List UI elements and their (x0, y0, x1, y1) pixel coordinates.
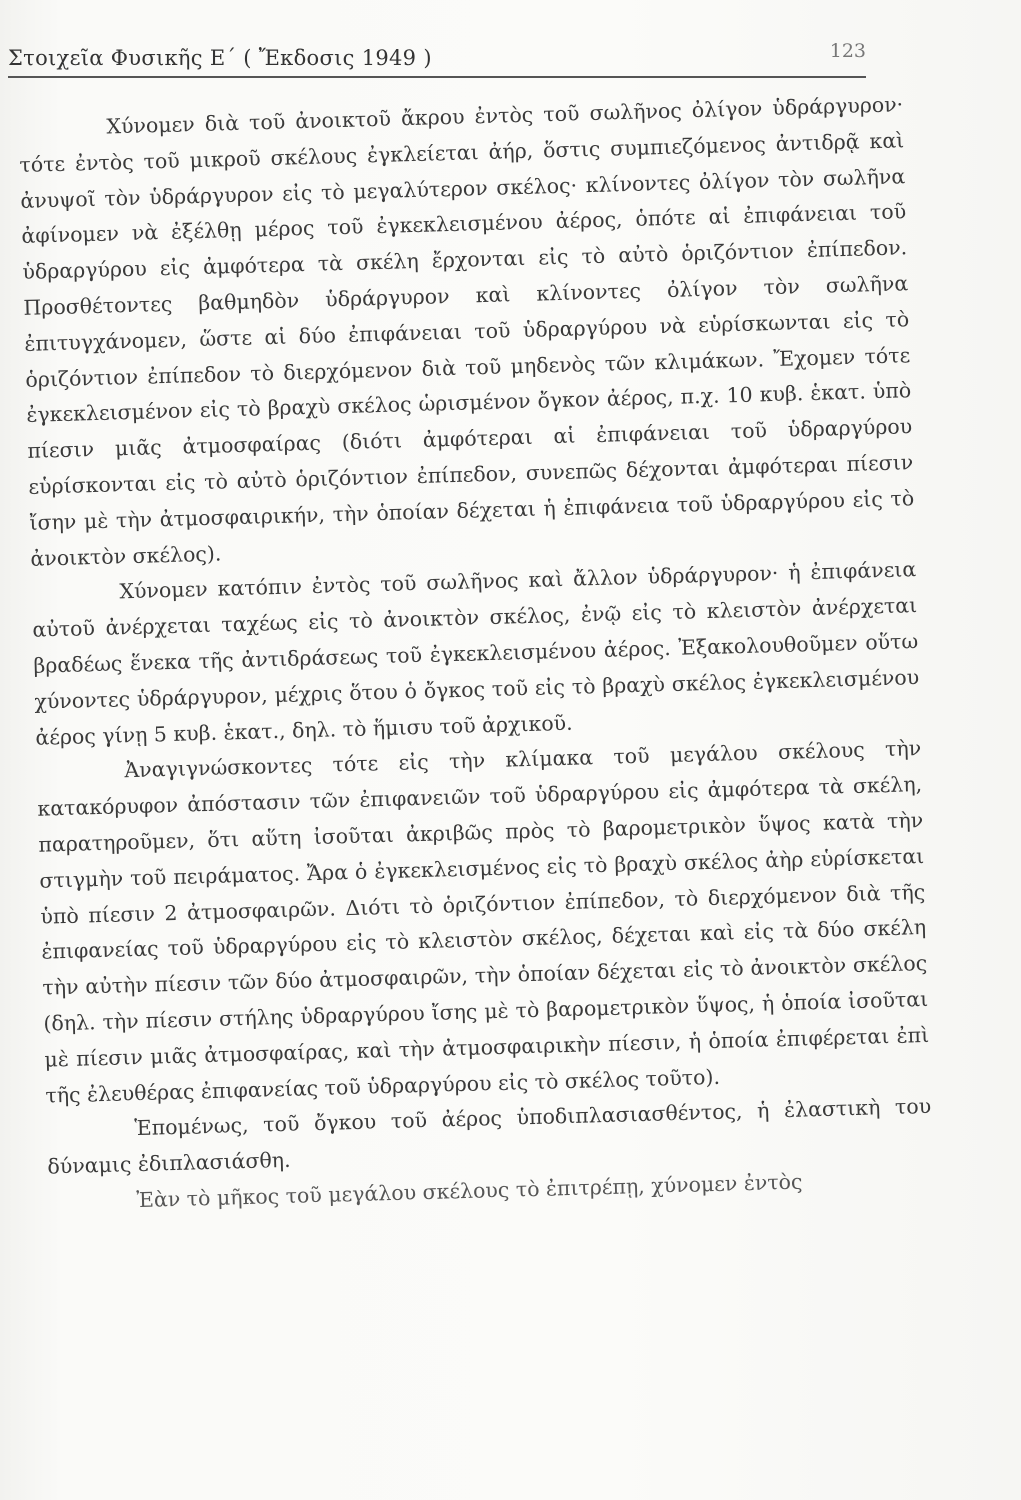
paragraph-2: Χύνομεν κατόπιν ἐντὸς τοῦ σωλῆνος καὶ ἄλλον ὑδράργυρον· ἡ ἐπιφάνεια αὐτοῦ ἀνέρχεται ταχέως εἰς τὸ ἀνοικτὸν σκέλος, ἐνῷ εἰς τὸ κλειστὸν ἀνέρχεται βραδέως ἕνεκα τῆς ἀντιδράσεως τοῦ ἐγκεκλεισμένου ἀέρος. Ἐξακολουθοῦμεν οὕτω χύνοντες ὑδράργυρον, μέχρις ὅτου ὁ ὄγκος τοῦ εἰς τὸ βραχὺ σκέλος ἐγκεκλεισμένου ἀέρος γίνῃ 5 κυβ. ἑκατ., δηλ. τὸ ἥμισυ τοῦ ἀρχικοῦ. (32, 557, 920, 750)
paragraph-1: Χύνομεν διὰ τοῦ ἀνοικτοῦ ἄκρου ἐντὸς τοῦ σωλῆνος ὀλίγον ὑδράργυρον· τότε ἐντὸς τοῦ μικροῦ σκέλους ἐγκλείεται ἀήρ, ὅστις συμπιεζόμενος ἀντιδρᾷ καὶ ἀνυψοῖ τὸν ὑδράργυρον εἰς τὸ μεγαλύτερον σκέλος· κλίνοντες ὀλίγον τὸν σωλῆνα ἀφίνομεν νὰ ἐξέλθῃ μέρος τοῦ ἐγκεκλεισμένου ἀέρος, ὁπότε αἱ ἐπιφάνειαι τοῦ ὑδραργύρου εἰς ἀμφότερα τὰ σκέλη ἔρχονται εἰς τὸ αὐτὸ ὁριζόντιον ἐπίπεδον. Προσθέτοντες βαθμηδὸν ὑδράργυρον καὶ κλίνοντες ὀλίγον τὸν σωλῆνα ἐπιτυγχάνομεν, ὥστε αἱ δύο ἐπιφάνειαι τοῦ ὑδραργύρου νὰ εὑρίσκωνται εἰς τὸ ὁριζόντιον ἐπίπεδον τὸ διερχόμενον διὰ τοῦ μηδενὸς τῶν κλιμάκων. Ἔχομεν τότε ἐγκεκλεισμένον εἰς τὸ βραχὺ σκέλος ὡρισμένον ὄγκον ἀέρος, π.χ. 10 κυβ. ἑκατ. ὑπὸ πίεσιν μιᾶς ἀτμοσφαίρας (διότι ἀμφότεραι αἱ ἐπιφάνειαι τοῦ ὑδραργύρου εὑρίσκονται εἰς τὸ αὐτὸ ὁριζόντιον ἐπίπεδον, συνεπῶς δέχονται ἀμφότεραι πίεσιν ἴσην μὲ τὴν ἀτμοσφαιρικήν, τὴν ὁποίαν δέχεται ἡ ἐπιφάνεια τοῦ ὑδραργύρου εἰς τὸ ἀνοικτὸν σκέλος). (19, 92, 915, 571)
running-header (8, 40, 866, 76)
page-number: 123 (829, 40, 866, 62)
paragraph-5: Ἐὰν τὸ μῆκος τοῦ μεγάλου σκέλους τὸ ἐπιτρέπῃ, χύνομεν ἐντὸς (136, 1169, 803, 1213)
header-rule (8, 76, 866, 78)
body-text (18, 87, 934, 1221)
book-title: Στοιχεῖα Φυσικῆς Ε΄ ( Ἔκδοσις 1949 ) (8, 46, 432, 70)
paragraph-3: Ἀναγιγνώσκοντες τότε εἰς τὴν κλίμακα τοῦ μεγάλου σκέλους τὴν κατακόρυφον ἀπόστασιν τῶν ἐπιφανειῶν τοῦ ὑδραργύρου εἰς ἀμφότερα τὰ σκέλη, παρατηροῦμεν, ὅτι αὕτη ἰσοῦται ἀκριβῶς πρὸς τὸ βαρομετρικὸν ὕψος κατὰ τὴν στιγμὴν τοῦ πειράματος. Ἄρα ὁ ἐγκεκλεισμένος εἰς τὸ βραχὺ σκέλος ἀὴρ εὑρίσκεται ὑπὸ πίεσιν 2 ἀτμοσφαιρῶν. Διότι τὸ ὁριζόντιον ἐπίπεδον, τὸ διερχόμενον διὰ τῆς ἐπιφανείας τοῦ ὑδραργύρου εἰς τὸ κλειστὸν σκέλος, δέχεται καὶ εἰς τὰ δύο σκέλη τὴν αὐτὴν πίεσιν τῶν δύο ἀτμοσφαιρῶν, τὴν ὁποίαν δέχεται εἰς τὸ ἀνοικτὸν σκέλος (δηλ. τὴν πίεσιν στήλης ὑδραργύρου ἴσης μὲ τὸ βαρομετρικὸν ὕψος, ἡ ὁποία ἰσοῦται μὲ πίεσιν μιᾶς ἀτμοσφαίρας, καὶ τὴν ἀτμοσφαιρικὴν πίεσιν, ἡ ὁποία ἐπιφέρεται ἐπὶ τῆς ἐλευθέρας ἐπιφανείας τοῦ ὑδραργύρου εἰς τὸ σκέλος τοῦτο). (37, 736, 930, 1108)
paragraph-4: Ἑπομένως, τοῦ ὄγκου τοῦ ἀέρος ὑποδιπλασιασθέντος, ἡ ἐλαστικὴ του δύναμις ἐδιπλασιάσθη. (47, 1094, 932, 1179)
